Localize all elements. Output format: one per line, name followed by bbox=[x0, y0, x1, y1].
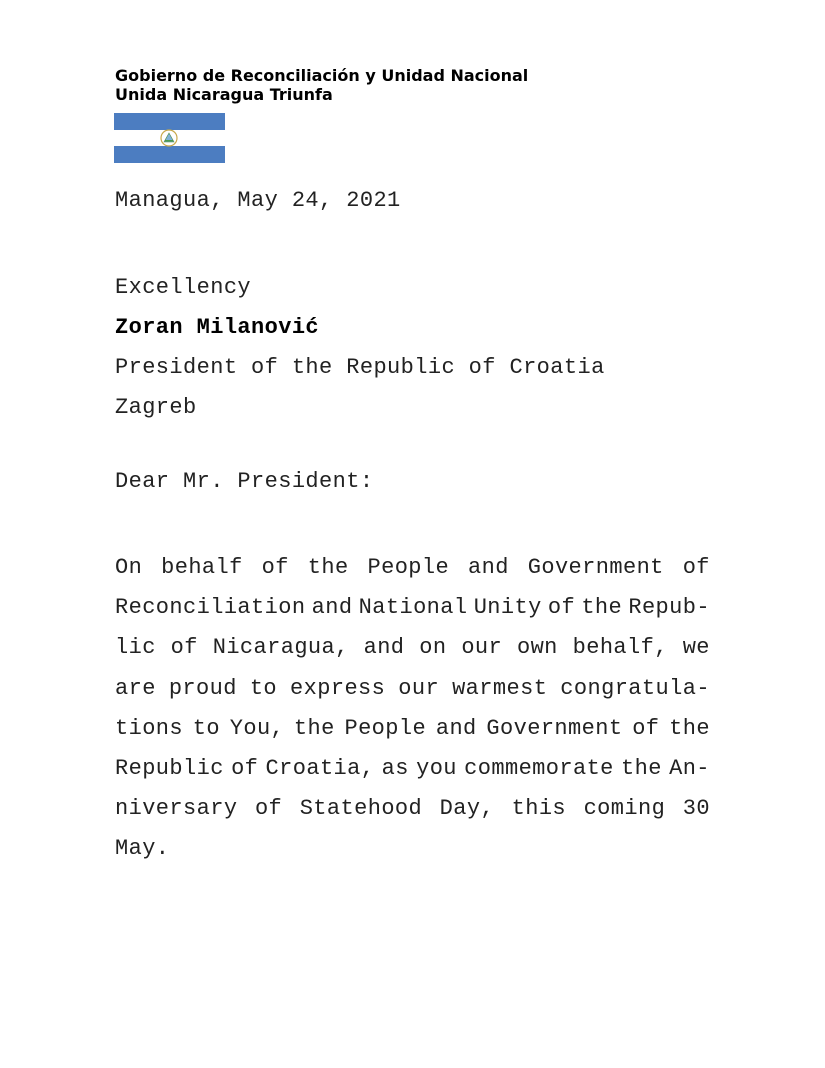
letter-body bbox=[115, 548, 710, 870]
body-line: Republic of Croatia, as you commemorate the An- bbox=[115, 755, 710, 781]
body-line: niversary of Statehood Day, this coming 30 bbox=[115, 796, 710, 822]
salutation: Dear Mr. President: bbox=[115, 469, 374, 494]
flag-top-band bbox=[114, 113, 225, 130]
letter-date: Managua, May 24, 2021 bbox=[115, 188, 401, 213]
body-line: tions to You, the People and Government of the bbox=[115, 715, 710, 741]
letterhead-motto: Unida Nicaragua Triunfa bbox=[115, 85, 333, 104]
recipient-name: Zoran Milanović bbox=[115, 315, 320, 340]
body-line: are proud to express our warmest congratula- bbox=[115, 675, 710, 701]
recipient-city: Zagreb bbox=[115, 395, 197, 420]
nicaragua-flag-icon bbox=[114, 113, 225, 163]
body-line: Reconciliation and National Unity of the Repub- bbox=[115, 595, 710, 621]
body-line: On behalf of the People and Government of bbox=[115, 555, 710, 580]
recipient-block bbox=[115, 268, 605, 428]
flag-bottom-band bbox=[114, 146, 225, 163]
letterhead bbox=[115, 66, 528, 104]
recipient-honorific: Excellency bbox=[115, 275, 252, 300]
body-line: lic of Nicaragua, and on our own behalf, we bbox=[115, 635, 710, 661]
coat-of-arms-icon bbox=[159, 129, 179, 147]
recipient-title: President of the Republic of Croatia bbox=[115, 355, 605, 380]
body-line: May. bbox=[115, 836, 170, 862]
letterhead-government-name: Gobierno de Reconciliación y Unidad Nacional bbox=[115, 66, 529, 85]
